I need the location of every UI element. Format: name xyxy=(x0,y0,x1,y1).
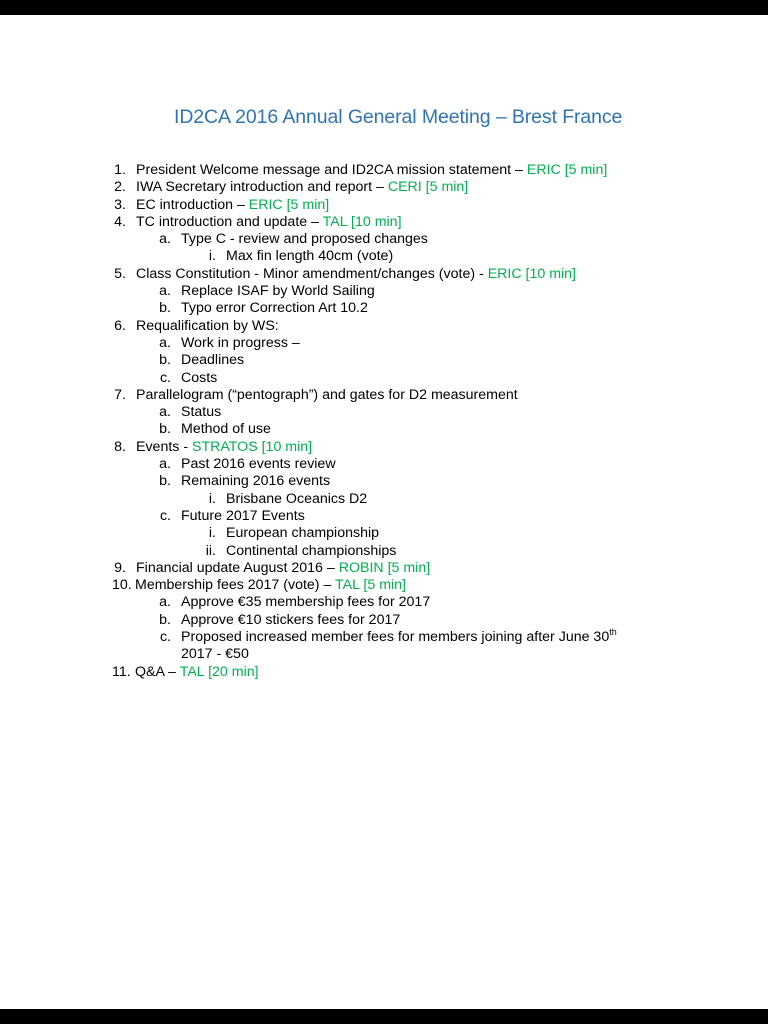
agenda-subitem-text xyxy=(181,335,300,352)
agenda-subitem xyxy=(0,283,768,300)
agenda-item-number: 4. xyxy=(114,213,126,230)
agenda-item xyxy=(0,577,768,594)
agenda-subitem-letter: c. xyxy=(159,507,171,524)
agenda-item-presenter: ERIC [5 min] xyxy=(248,196,330,213)
agenda-item-text xyxy=(136,387,518,404)
agenda-item xyxy=(0,560,768,577)
agenda-subitem-title: Typo error Correction Art 10.2 xyxy=(181,300,368,317)
agenda-item-text xyxy=(136,162,607,179)
agenda-subitem-letter: c. xyxy=(159,629,171,646)
agenda-item-presenter: TAL [5 min] xyxy=(335,577,407,594)
agenda-subitem-title: Status xyxy=(181,404,222,421)
agenda-item-number: 9. xyxy=(114,559,126,576)
agenda-subitem-letter: a. xyxy=(159,456,171,473)
agenda-item-text xyxy=(136,197,329,214)
agenda-subitem xyxy=(0,370,768,387)
agenda-item-presenter: ERIC [5 min] xyxy=(526,162,608,178)
agenda-subitem xyxy=(0,629,768,646)
agenda-subitem-continuation-text: 2017 - €50 xyxy=(181,646,249,663)
agenda-item-presenter: TAL [20 min] xyxy=(179,663,259,680)
agenda-subitem-text xyxy=(181,370,217,387)
agenda-subitem-title: Replace ISAF by World Sailing xyxy=(181,283,375,300)
agenda-subitem-title: Future 2017 Events xyxy=(181,507,305,524)
agenda-subitem-superscript: th xyxy=(609,627,617,638)
agenda-item-number: 5. xyxy=(114,265,126,282)
agenda-subitem xyxy=(0,231,768,248)
agenda-item xyxy=(0,387,768,404)
agenda-item-title: Membership fees 2017 (vote) – xyxy=(135,577,336,594)
agenda-item-presenter: CERI [5 min] xyxy=(387,179,469,196)
agenda-subitem-text xyxy=(181,612,400,629)
agenda-item-presenter: STRATOS [10 min] xyxy=(191,438,313,455)
agenda-subsubitem-numeral: ii. xyxy=(205,542,216,559)
agenda-item-title: IWA Secretary introduction and report – xyxy=(136,179,388,196)
agenda-subitem-continuation xyxy=(0,646,768,663)
agenda-subsubitem-numeral: i. xyxy=(208,248,216,265)
agenda-subitem-title: Approve €10 stickers fees for 2017 xyxy=(181,611,401,628)
agenda-subitem-letter: a. xyxy=(159,283,171,300)
agenda-subsubitem-numeral: i. xyxy=(208,490,216,507)
agenda-subitem-text xyxy=(181,352,244,369)
agenda-subitem-title: Proposed increased member fees for members joining after June 30 xyxy=(181,629,610,646)
agenda-subitem-letter: a. xyxy=(159,404,171,421)
agenda-item-text xyxy=(136,439,312,456)
agenda-subitem-letter: b. xyxy=(159,352,171,369)
agenda-item-text xyxy=(135,664,259,681)
agenda-item-title: EC introduction – xyxy=(136,196,249,213)
agenda-item-text xyxy=(136,214,402,231)
agenda-item xyxy=(0,318,768,335)
agenda-subitem-text xyxy=(181,594,430,611)
agenda-subitem-title: Work in progress – xyxy=(181,334,300,351)
agenda-subitem-text xyxy=(181,231,428,248)
agenda-subsubitem-numeral: i. xyxy=(208,525,216,542)
agenda-subitem-letter: a. xyxy=(159,231,171,248)
agenda-subitem-letter: b. xyxy=(159,300,171,317)
agenda-item xyxy=(0,162,768,179)
agenda-item-presenter: ROBIN [5 min] xyxy=(338,559,431,576)
agenda-item-number: 1. xyxy=(114,162,126,178)
agenda-item-title: Requalification by WS: xyxy=(136,317,279,334)
agenda-subitem xyxy=(0,612,768,629)
agenda-item xyxy=(0,664,768,681)
bottom-black-bar xyxy=(0,1009,768,1024)
agenda-subitem xyxy=(0,508,768,525)
agenda-subitem-title: Past 2016 events review xyxy=(181,456,336,473)
agenda-item-presenter: ERIC [10 min] xyxy=(487,265,576,282)
agenda-subitem-text xyxy=(181,421,271,438)
agenda-item xyxy=(0,439,768,456)
agenda-item-title: TC introduction and update – xyxy=(136,213,323,230)
agenda-item-number: 11. xyxy=(112,663,131,680)
agenda-subitem xyxy=(0,335,768,352)
agenda-subitem-title: Type C - review and proposed changes xyxy=(181,231,428,248)
agenda-subitem-title: Remaining 2016 events xyxy=(181,473,331,490)
agenda-list xyxy=(0,162,768,681)
agenda-subitem-letter: b. xyxy=(159,421,171,438)
agenda-item-number: 7. xyxy=(114,386,126,403)
agenda-subsubitem xyxy=(0,491,768,508)
agenda-item-number: 3. xyxy=(114,196,126,213)
agenda-subitem-title: Approve €35 membership fees for 2017 xyxy=(181,594,431,611)
agenda-item-text xyxy=(136,560,430,577)
agenda-subitem-title: Method of use xyxy=(181,421,271,438)
agenda-subitem xyxy=(0,404,768,421)
agenda-subsubitem-text: European championship xyxy=(226,525,380,542)
agenda-item xyxy=(0,179,768,196)
agenda-subitem-title: Costs xyxy=(181,369,218,386)
document-title: ID2CA 2016 Annual General Meeting – Brest France xyxy=(174,106,623,128)
agenda-subsubitem-text: Max fin length 40cm (vote) xyxy=(226,248,394,265)
agenda-subitem xyxy=(0,421,768,438)
agenda-subitem-text xyxy=(181,473,330,490)
agenda-item-title: Financial update August 2016 – xyxy=(136,559,339,576)
agenda-item-title: Parallelogram (“pentograph”) and gates for D2 measurement xyxy=(136,386,518,403)
agenda-subsubitem xyxy=(0,248,768,265)
agenda-item-number: 10. xyxy=(112,577,132,594)
agenda-item-text xyxy=(136,179,468,196)
agenda-subitem-letter: b. xyxy=(159,611,171,628)
agenda-subitem-letter: a. xyxy=(159,594,171,611)
agenda-item-title: Q&A – xyxy=(135,663,180,680)
agenda-item-number: 6. xyxy=(114,317,126,334)
agenda-subsubitem-text: Brisbane Oceanics D2 xyxy=(226,490,368,507)
agenda-subitem xyxy=(0,352,768,369)
agenda-subsubitem xyxy=(0,543,768,560)
agenda-subitem-text xyxy=(181,629,617,646)
agenda-item-text xyxy=(136,318,279,335)
agenda-item-text xyxy=(136,266,576,283)
agenda-item xyxy=(0,214,768,231)
agenda-subitem xyxy=(0,456,768,473)
agenda-subitem-title: Deadlines xyxy=(181,352,245,369)
agenda-subitem xyxy=(0,473,768,490)
agenda-subitem-text xyxy=(181,456,336,473)
agenda-item-presenter: TAL [10 min] xyxy=(322,213,402,230)
agenda-subitem-text xyxy=(181,404,221,421)
agenda-subitem-letter: b. xyxy=(159,473,171,490)
agenda-item xyxy=(0,266,768,283)
agenda-item xyxy=(0,197,768,214)
agenda-subitem-letter: a. xyxy=(159,334,171,351)
agenda-subsubitem xyxy=(0,525,768,542)
agenda-subitem-text xyxy=(181,300,368,317)
agenda-item-title: President Welcome message and ID2CA mission statement – xyxy=(136,162,527,178)
agenda-item-text xyxy=(135,577,406,594)
agenda-item-title: Class Constitution - Minor amendment/changes (vote) - xyxy=(136,265,488,282)
agenda-subitem-text xyxy=(181,508,305,525)
agenda-subitem xyxy=(0,594,768,611)
agenda-item-title: Events - xyxy=(136,438,192,455)
top-black-bar xyxy=(0,0,768,15)
agenda-item-number: 2. xyxy=(114,179,126,196)
agenda-subsubitem-text: Continental championships xyxy=(226,542,397,559)
agenda-item-number: 8. xyxy=(114,438,126,455)
agenda-subitem-letter: c. xyxy=(159,369,171,386)
agenda-subitem-text xyxy=(181,283,375,300)
agenda-subitem xyxy=(0,300,768,317)
